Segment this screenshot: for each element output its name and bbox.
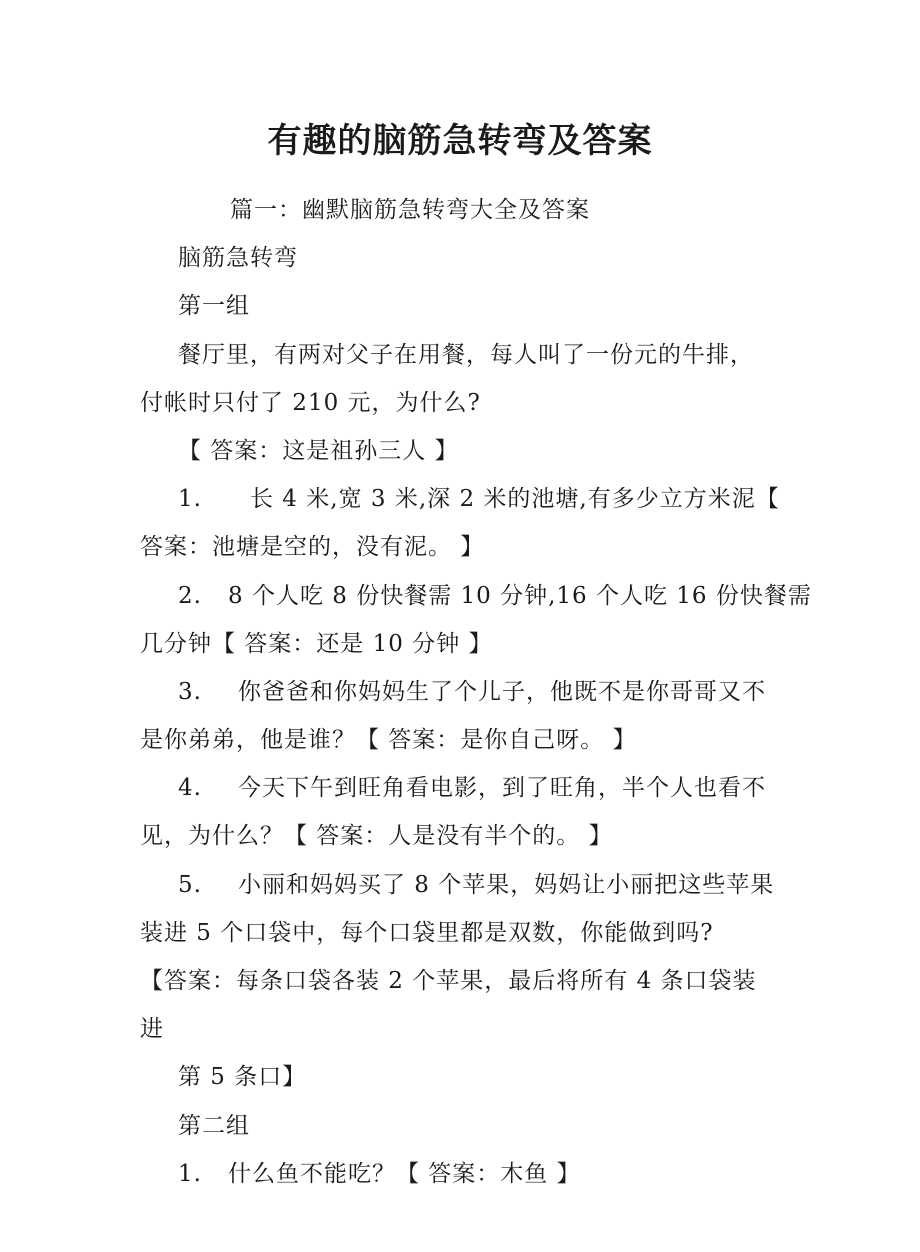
group-2-question-1-number: 1. xyxy=(178,1161,202,1187)
question-1-line-1 xyxy=(178,483,838,515)
question-2-number: 2. xyxy=(178,583,202,609)
subtitle: 篇一：幽默脑筋急转弯大全及答案 xyxy=(230,197,590,223)
question-5-line-4: 进 xyxy=(140,1016,164,1042)
question-5-line-1 xyxy=(178,869,838,901)
question-5-number: 5. xyxy=(178,872,202,898)
question-0-answer: 【 答案：这是祖孙三人 】 xyxy=(178,438,459,464)
question-0-line-2: 付帐时只付了 210 元，为什么? xyxy=(140,390,481,416)
question-1-number: 1. xyxy=(178,486,202,512)
question-2-line-1 xyxy=(178,580,838,612)
question-0-line-1: 餐厅里，有两对父子在用餐，每人叫了一份元的牛排， xyxy=(178,342,754,368)
question-4-text: 今天下午到旺角看电影，到了旺角，半个人也看不 xyxy=(238,775,766,801)
question-4-number: 4. xyxy=(178,775,202,801)
question-4-line-2: 见，为什么？【 答案：人是没有半个的。 】 xyxy=(140,823,613,849)
question-1-text: 长 4 米,宽 3 米,深 2 米的池塘,有多少立方米泥【 xyxy=(250,486,780,512)
question-3-number: 3. xyxy=(178,679,202,705)
question-1-line-2: 答案：池塘是空的，没有泥。 】 xyxy=(140,534,485,560)
question-3-line-2: 是你弟弟，他是谁？【 答案：是你自己呀。 】 xyxy=(140,727,637,753)
question-5-line-2: 装进 5 个口袋中，每个口袋里都是双数，你能做到吗? xyxy=(140,920,714,946)
group-2-question-1-text: 什么鱼不能吃？【 答案：木鱼 】 xyxy=(228,1161,581,1187)
question-2-line-2: 几分钟【 答案：还是 10 分钟 】 xyxy=(140,631,493,657)
question-3-text: 你爸爸和你妈妈生了个儿子，他既不是你哥哥又不 xyxy=(238,679,766,705)
group-one-label: 第一组 xyxy=(178,293,250,319)
question-5-line-5: 第 5 条口】 xyxy=(178,1064,307,1090)
group-2-question-1 xyxy=(178,1158,838,1190)
section-heading: 脑筋急转弯 xyxy=(178,245,298,271)
question-5-text: 小丽和妈妈买了 8 个苹果，妈妈让小丽把这些苹果 xyxy=(238,872,775,898)
group-two-label: 第二组 xyxy=(178,1113,250,1139)
question-4-line-1 xyxy=(178,772,838,804)
question-5-line-3: 【答案：每条口袋各装 2 个苹果，最后将所有 4 条口袋装 xyxy=(140,968,757,994)
document-title: 有趣的脑筋急转弯及答案 xyxy=(267,121,653,161)
question-3-line-1 xyxy=(178,676,838,708)
question-2-text: 8 个人吃 8 份快餐需 10 分钟,16 个人吃 16 份快餐需 xyxy=(228,583,812,609)
